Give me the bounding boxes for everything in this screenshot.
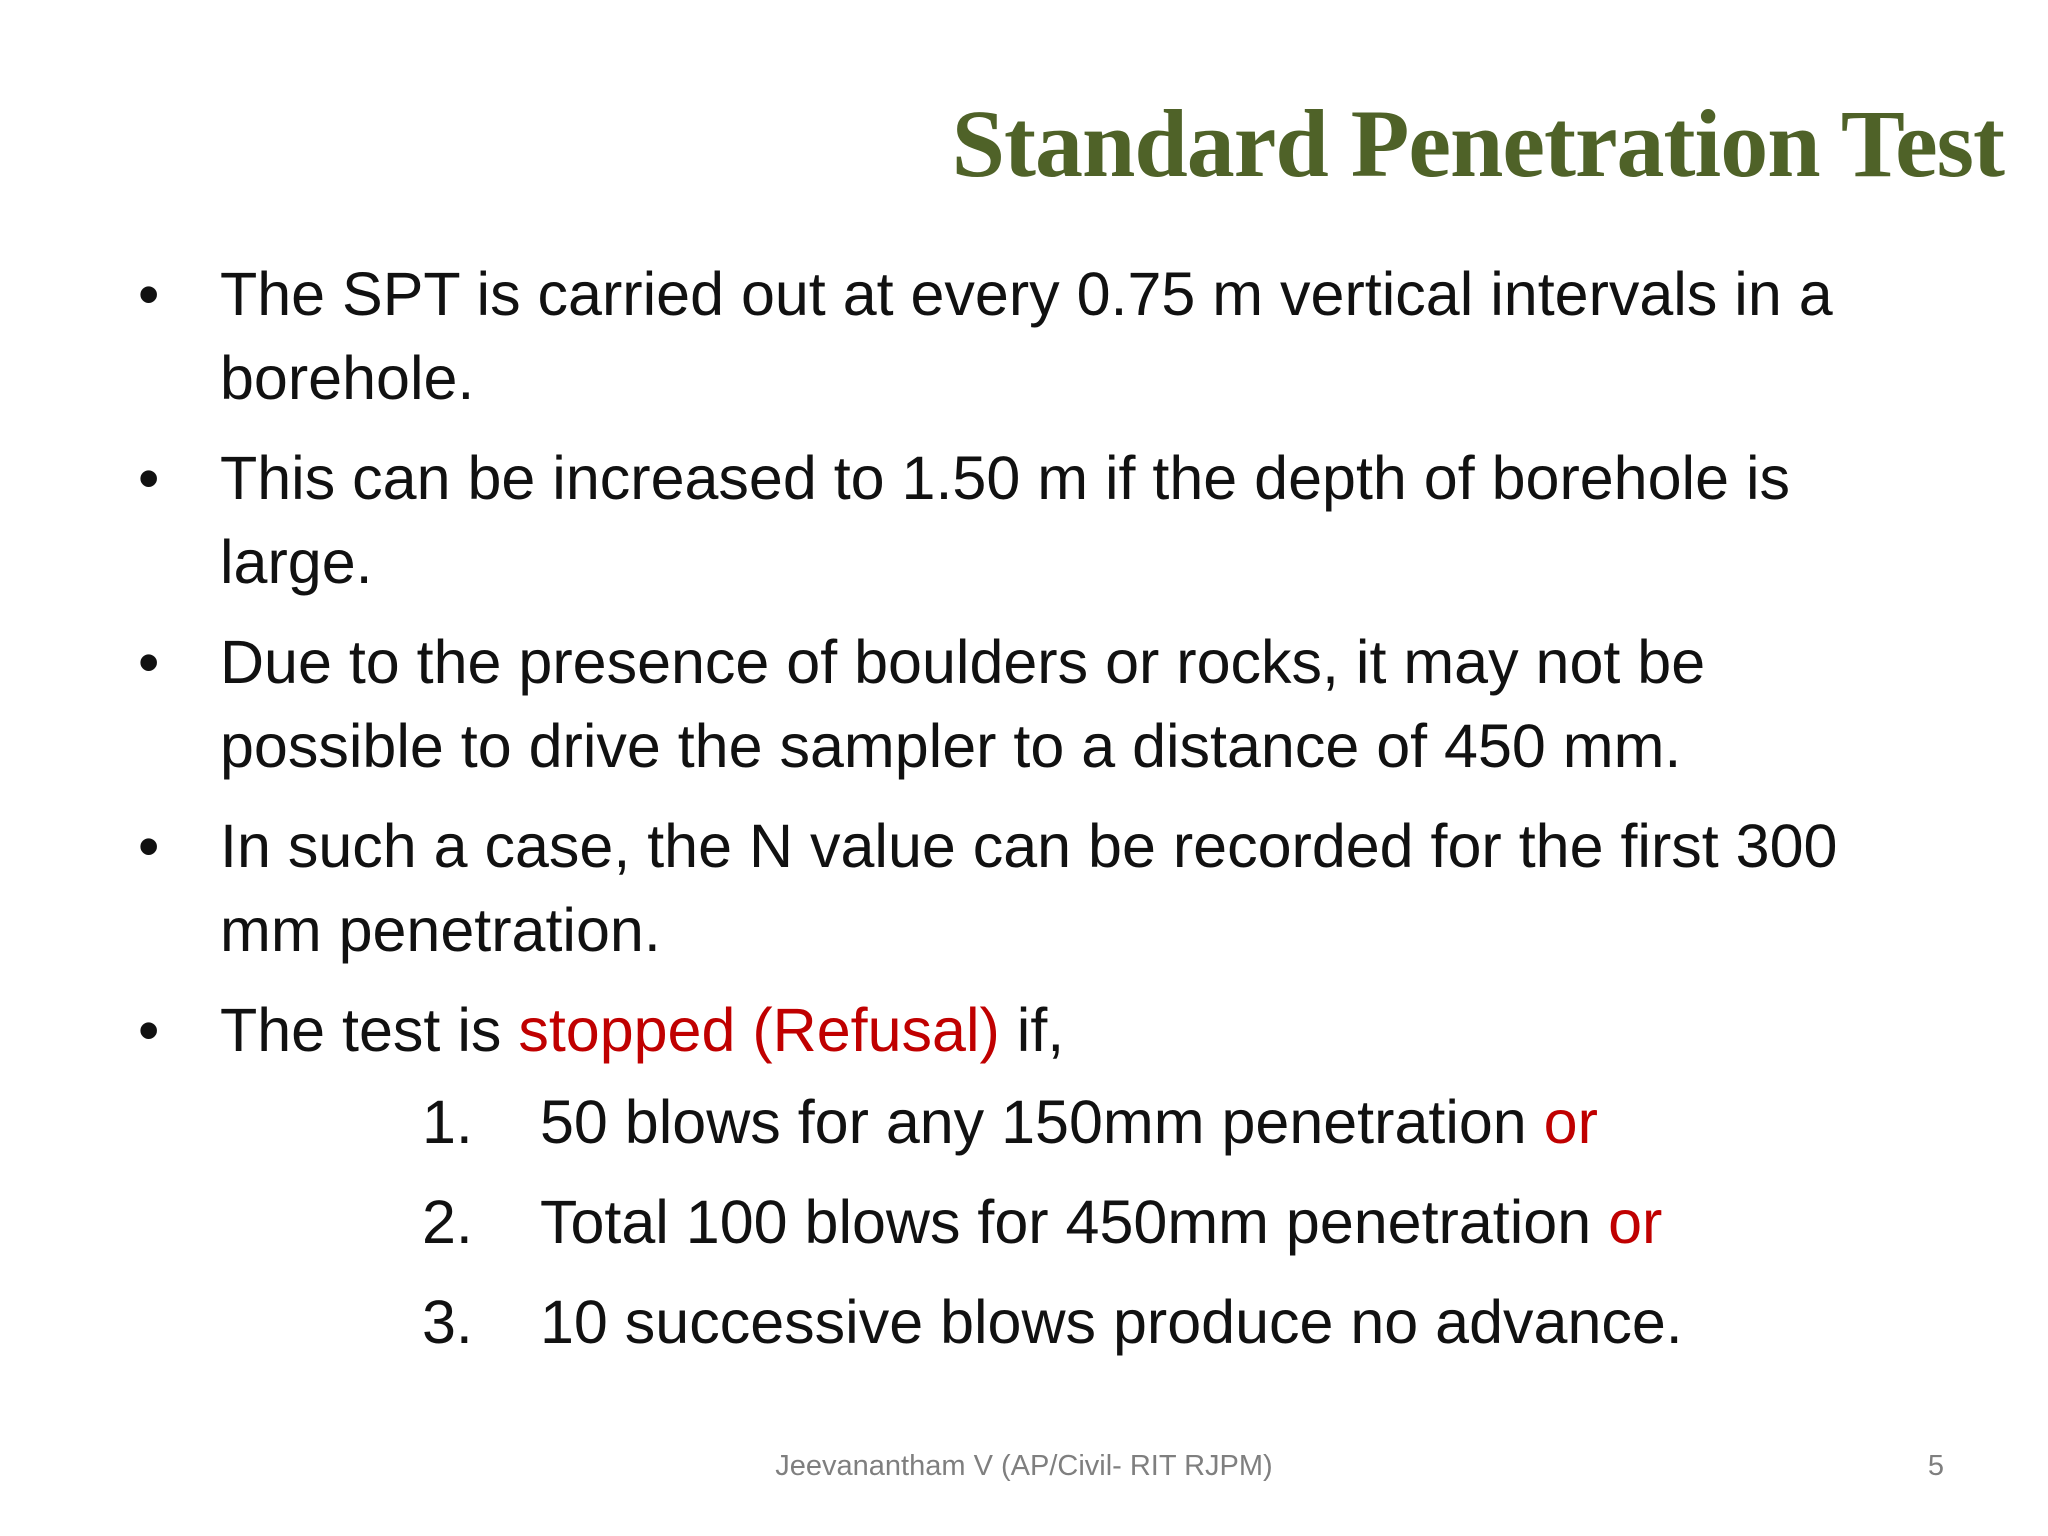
condition-text: 50 blows for any 150mm penetration xyxy=(540,1088,1544,1156)
slide-title: Standard Penetration Test xyxy=(951,90,2004,197)
bullet-item xyxy=(138,252,1938,420)
bullet-marker: • xyxy=(138,260,160,328)
refusal-highlight: stopped (Refusal) xyxy=(518,996,1000,1064)
condition-text: 10 successive blows produce no advance. xyxy=(540,1288,1683,1356)
bullet-item xyxy=(138,988,1938,1072)
bullet-text: The SPT is carried out at every 0.75 m vertical intervals in a borehole. xyxy=(220,260,1833,412)
bullet-marker: • xyxy=(138,444,160,512)
refusal-condition-item xyxy=(422,1180,1683,1280)
footer-author: Jeevanantham V (AP/Civil- RIT RJPM) xyxy=(775,1450,1273,1482)
refusal-condition-item xyxy=(422,1080,1683,1180)
condition-connector: or xyxy=(1543,1088,1598,1156)
bullet-marker: • xyxy=(138,996,160,1064)
bullet-text: This can be increased to 1.50 m if the depth of borehole is large. xyxy=(220,444,1791,596)
condition-number: 2. xyxy=(422,1188,473,1256)
bullet-item xyxy=(138,804,1938,972)
bullet-marker: • xyxy=(138,628,160,696)
condition-connector: or xyxy=(1608,1188,1663,1256)
refusal-condition-item xyxy=(422,1280,1683,1380)
page-number: 5 xyxy=(1927,1450,1944,1482)
bullet-list xyxy=(138,252,1938,1088)
refusal-conditions-list xyxy=(422,1080,1683,1380)
bullet-text-prefix: The test is xyxy=(220,996,519,1064)
bullet-item xyxy=(138,620,1938,788)
condition-number: 3. xyxy=(422,1288,473,1356)
bullet-marker: • xyxy=(138,812,160,880)
condition-text: Total 100 blows for 450mm penetration xyxy=(540,1188,1609,1256)
bullet-item xyxy=(138,436,1938,604)
bullet-text: In such a case, the N value can be recorded for the first 300 mm penetration. xyxy=(220,812,1838,964)
bullet-text-suffix: if, xyxy=(999,996,1065,1064)
condition-number: 1. xyxy=(422,1088,473,1156)
bullet-text: Due to the presence of boulders or rocks, it may not be possible to drive the sampler to a distance of 450 mm. xyxy=(220,628,1706,780)
